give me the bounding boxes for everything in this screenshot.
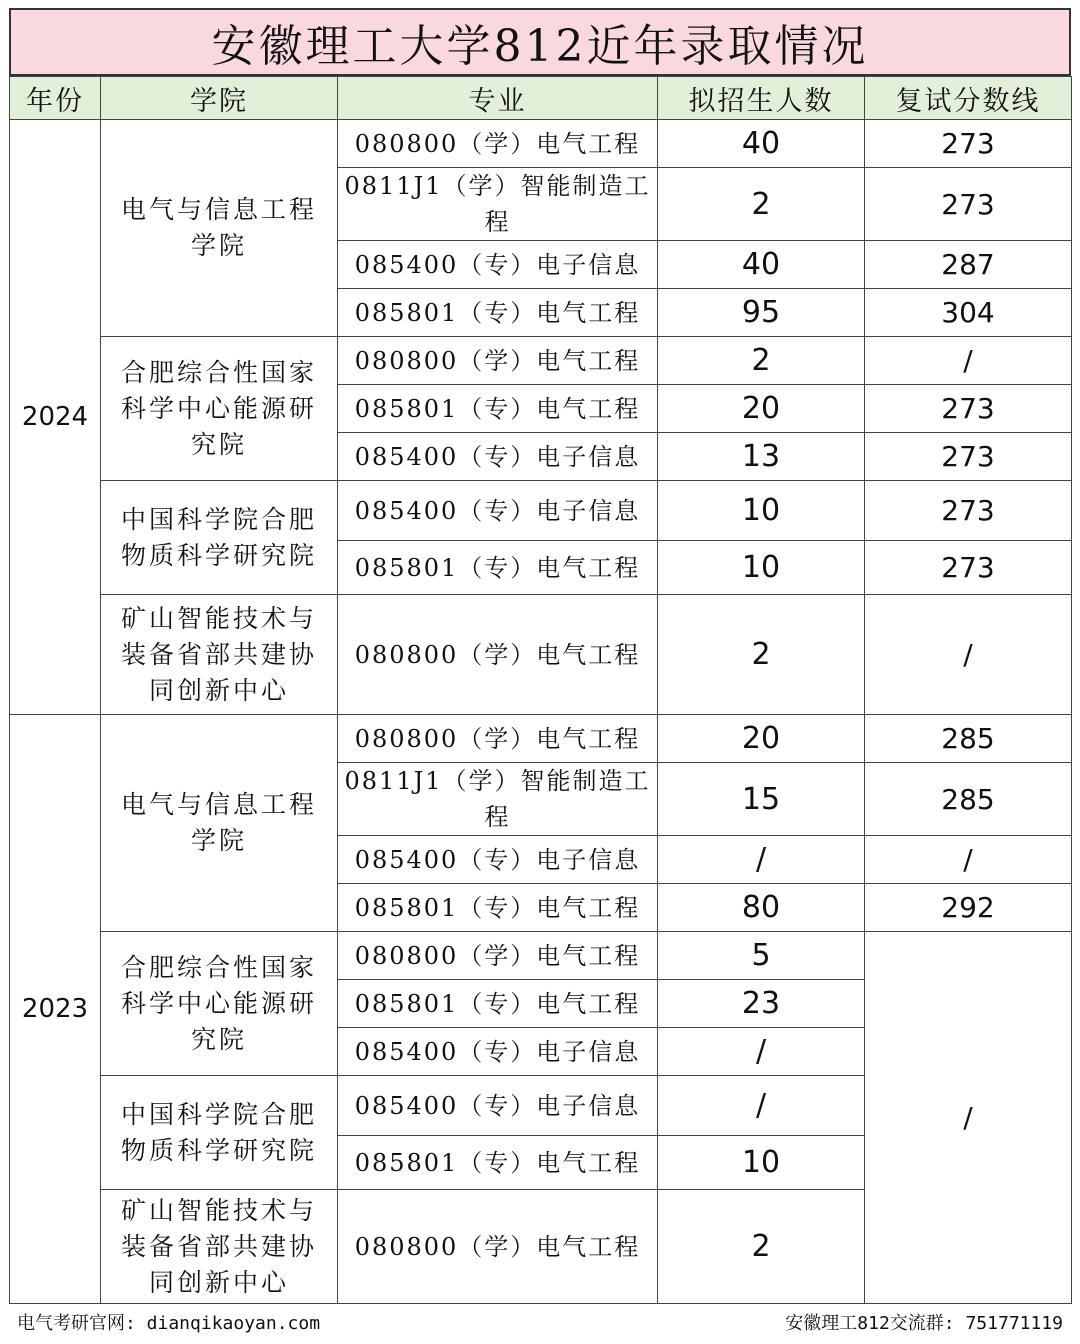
score-cell: 287 — [865, 241, 1072, 289]
major-cell: 085801（专）电气工程 — [338, 385, 658, 433]
major-cell: 0811J1（学）智能制造工程 — [338, 763, 658, 836]
college-cell: 合肥综合性国家科学中心能源研究院 — [101, 932, 338, 1076]
score-cell: / — [865, 595, 1072, 715]
major-cell: 085400（专）电子信息 — [338, 241, 658, 289]
major-cell: 080800（学）电气工程 — [338, 715, 658, 763]
college-cell: 电气与信息工程学院 — [101, 120, 338, 337]
quota-cell: 2 — [658, 337, 865, 385]
table-row — [10, 715, 1072, 763]
major-cell: 085400（专）电子信息 — [338, 433, 658, 481]
score-cell-merged: / — [865, 932, 1072, 1304]
quota-cell: 95 — [658, 289, 865, 337]
header-major: 专业 — [338, 77, 658, 120]
college-cell: 矿山智能技术与装备省部共建协同创新中心 — [101, 595, 338, 715]
quota-cell: 10 — [658, 541, 865, 595]
year-cell: 2024 — [10, 120, 101, 715]
quota-cell: 40 — [658, 241, 865, 289]
major-cell: 080800（学）电气工程 — [338, 120, 658, 168]
score-cell: 292 — [865, 884, 1072, 932]
major-cell: 085801（专）电气工程 — [338, 289, 658, 337]
major-cell: 085400（专）电子信息 — [338, 481, 658, 541]
table-row — [10, 120, 1072, 168]
header-score: 复试分数线 — [865, 77, 1072, 120]
footer-website: 电气考研官网: dianqikaoyan.com — [17, 1313, 321, 1334]
table-row — [10, 595, 1072, 715]
quota-cell: 20 — [658, 715, 865, 763]
major-cell: 085801（专）电气工程 — [338, 541, 658, 595]
score-cell: 285 — [865, 715, 1072, 763]
footer-group: 安徽理工812交流群: 751771119 — [785, 1313, 1063, 1334]
quota-cell: 5 — [658, 932, 865, 980]
admission-table — [9, 76, 1072, 1304]
header-year: 年份 — [10, 77, 101, 120]
page-title: 安徽理工大学812近年录取情况 — [211, 21, 869, 72]
score-cell: 273 — [865, 168, 1072, 241]
quota-cell: 13 — [658, 433, 865, 481]
quota-cell: 80 — [658, 884, 865, 932]
score-cell: 273 — [865, 433, 1072, 481]
score-cell: 304 — [865, 289, 1072, 337]
quota-cell: 15 — [658, 763, 865, 836]
college-cell: 中国科学院合肥物质科学研究院 — [101, 481, 338, 595]
table-row — [10, 481, 1072, 541]
header-row — [10, 77, 1072, 120]
table-row — [10, 932, 1072, 980]
quota-cell: 40 — [658, 120, 865, 168]
major-cell: 085400（专）电子信息 — [338, 1076, 658, 1136]
college-cell: 合肥综合性国家科学中心能源研究院 — [101, 337, 338, 481]
college-cell: 矿山智能技术与装备省部共建协同创新中心 — [101, 1190, 338, 1304]
major-cell: 0811J1（学）智能制造工程 — [338, 168, 658, 241]
major-cell: 080800（学）电气工程 — [338, 1190, 658, 1304]
quota-cell: / — [658, 836, 865, 884]
year-cell: 2023 — [10, 715, 101, 1304]
footer — [9, 1307, 1071, 1337]
quota-cell: 2 — [658, 168, 865, 241]
quota-cell: 20 — [658, 385, 865, 433]
quota-cell: 10 — [658, 1136, 865, 1190]
header-quota: 拟招生人数 — [658, 77, 865, 120]
header-college: 学院 — [101, 77, 338, 120]
score-cell: 285 — [865, 763, 1072, 836]
score-cell: 273 — [865, 541, 1072, 595]
quota-cell: 2 — [658, 595, 865, 715]
major-cell: 080800（学）电气工程 — [338, 337, 658, 385]
major-cell: 085400（专）电子信息 — [338, 836, 658, 884]
table-row — [10, 337, 1072, 385]
quota-cell: / — [658, 1076, 865, 1136]
quota-cell: 10 — [658, 481, 865, 541]
major-cell: 085801（专）电气工程 — [338, 1136, 658, 1190]
score-cell: 273 — [865, 481, 1072, 541]
major-cell: 080800（学）电气工程 — [338, 595, 658, 715]
quota-cell: 23 — [658, 980, 865, 1028]
quota-cell: 2 — [658, 1190, 865, 1304]
score-cell: / — [865, 337, 1072, 385]
title-banner — [9, 8, 1071, 76]
major-cell: 085801（专）电气工程 — [338, 980, 658, 1028]
college-cell: 中国科学院合肥物质科学研究院 — [101, 1076, 338, 1190]
score-cell: / — [865, 836, 1072, 884]
major-cell: 085400（专）电子信息 — [338, 1028, 658, 1076]
major-cell: 085801（专）电气工程 — [338, 884, 658, 932]
score-cell: 273 — [865, 385, 1072, 433]
score-cell: 273 — [865, 120, 1072, 168]
college-cell: 电气与信息工程学院 — [101, 715, 338, 932]
quota-cell: / — [658, 1028, 865, 1076]
major-cell: 080800（学）电气工程 — [338, 932, 658, 980]
